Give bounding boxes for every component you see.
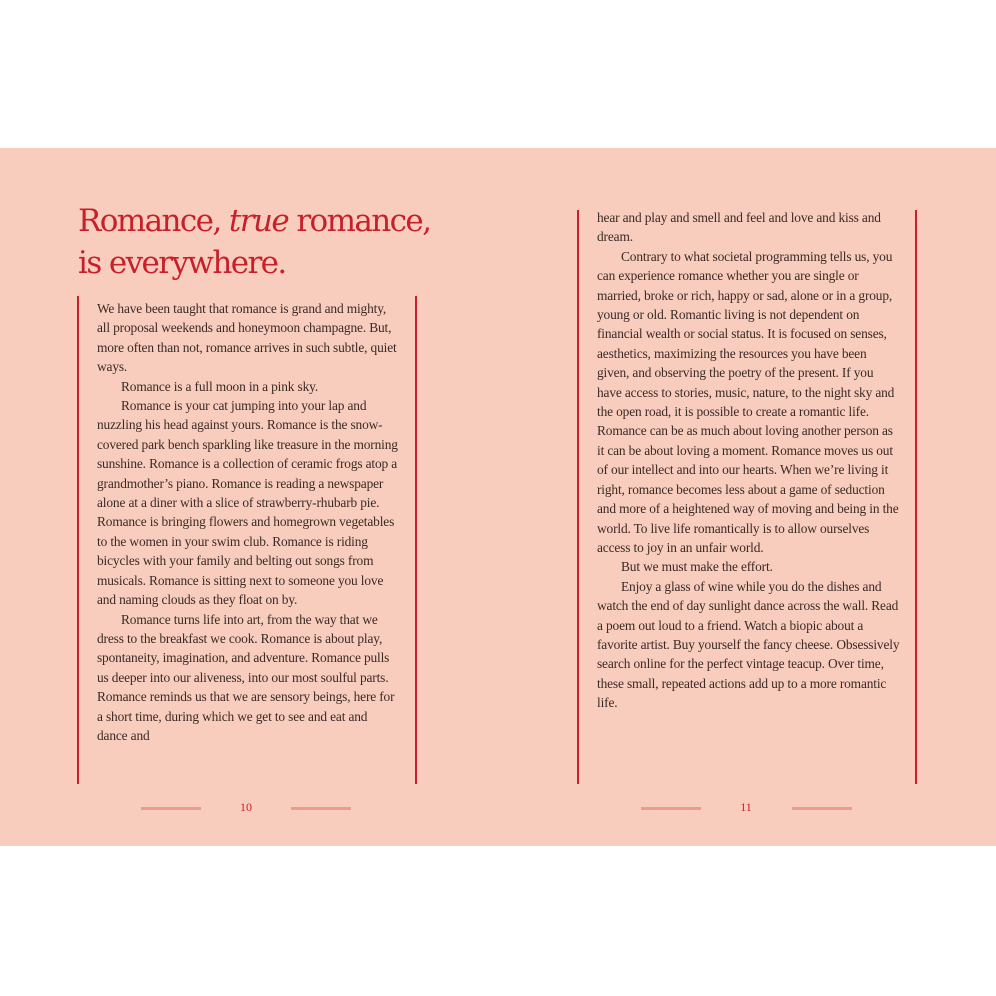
left-paragraph-4: Romance turns life into art, from the way that we dress to the breakfast we cook. Romance is about play, spontaneity, imagination, and adventure. Romance pulls us deeper into our aliveness, into our most soulful parts. Romance reminds us that we are sensory beings, here for a short time, during which we get to see and eat and dance and bbox=[97, 611, 395, 743]
right-folio-rule-right bbox=[792, 807, 852, 810]
title-italic-word: true bbox=[228, 203, 289, 239]
left-folio-rule-right bbox=[291, 807, 351, 810]
left-page-number: 10 bbox=[240, 800, 252, 814]
left-folio-rule-left bbox=[141, 807, 201, 810]
left-paragraph-2: Romance is a full moon in a pink sky. bbox=[121, 378, 319, 394]
book-spread bbox=[0, 148, 996, 846]
title-text-2: romance, bbox=[288, 203, 431, 239]
chapter-title bbox=[78, 200, 438, 284]
title-text-1: Romance, bbox=[78, 203, 229, 239]
left-page-left-rule bbox=[77, 296, 79, 784]
right-paragraph-2: Contrary to what societal programming tells us, you can experience romance whether you are single or married, broke or rich, happy or sad, alone or in a group, young or old. Romantic living is not dependent on financial wealth or social status. It is focused on senses, aesthetics, maximizing the resources you have been given, and observing the poetry of the present. If you have access to stories, music, nature, to the night sky and the open road, it is possible to create a romantic life. Romance can be as much about loving another person as it can be about loving a moment. Romance moves us out of our intellect and into our hearts. When we’re living it right, romance becomes less about a game of seduction and more of a heightened way of moving and being in the world. To live life romantically is to allow ourselves access to joy in an unfair world. bbox=[597, 248, 899, 555]
right-paragraph-1: hear and play and smell and feel and love and kiss and dream. bbox=[597, 210, 881, 245]
left-paragraph-1: We have been taught that romance is grand and mighty, all proposal weekends and honeymoon champagne. But, more often than not, romance arrives in such subtle, quiet ways. bbox=[97, 301, 397, 375]
title-line-2: is everywhere. bbox=[78, 245, 286, 281]
right-folio-rule-left bbox=[641, 807, 701, 810]
right-page-number: 11 bbox=[740, 800, 752, 814]
left-paragraph-3: Romance is your cat jumping into your lap and nuzzling his head against yours. Romance is the snow-covered park bench sparkling like treasure in the morning sunshine. Romance is a collection of ceramic frogs atop a grandmother’s piano. Romance is reading a newspaper alone at a diner with a slice of strawberry-rhubarb pie. Romance is bringing flowers and homegrown vegetables to the women in your swim club. Romance is riding bicycles with your family and belting out songs from musicals. Romance is sitting next to someone you love and naming clouds as they float on by. bbox=[97, 398, 398, 608]
right-paragraph-3: But we must make the effort. bbox=[621, 559, 773, 575]
right-paragraph-4: Enjoy a glass of wine while you do the dishes and watch the end of day sunlight dance across the wall. Read a poem out loud to a friend. Watch a biopic about a favorite artist. Buy yourself the fancy cheese. Obsessively search online for the perfect vintage teacup. Over time, these small, repeated actions add up to a more romantic life. bbox=[597, 578, 900, 711]
right-page-left-rule bbox=[577, 210, 579, 784]
left-page-right-rule bbox=[415, 296, 417, 784]
left-page-body bbox=[97, 299, 399, 745]
right-page-right-rule bbox=[915, 210, 917, 784]
right-page-body bbox=[597, 208, 901, 713]
